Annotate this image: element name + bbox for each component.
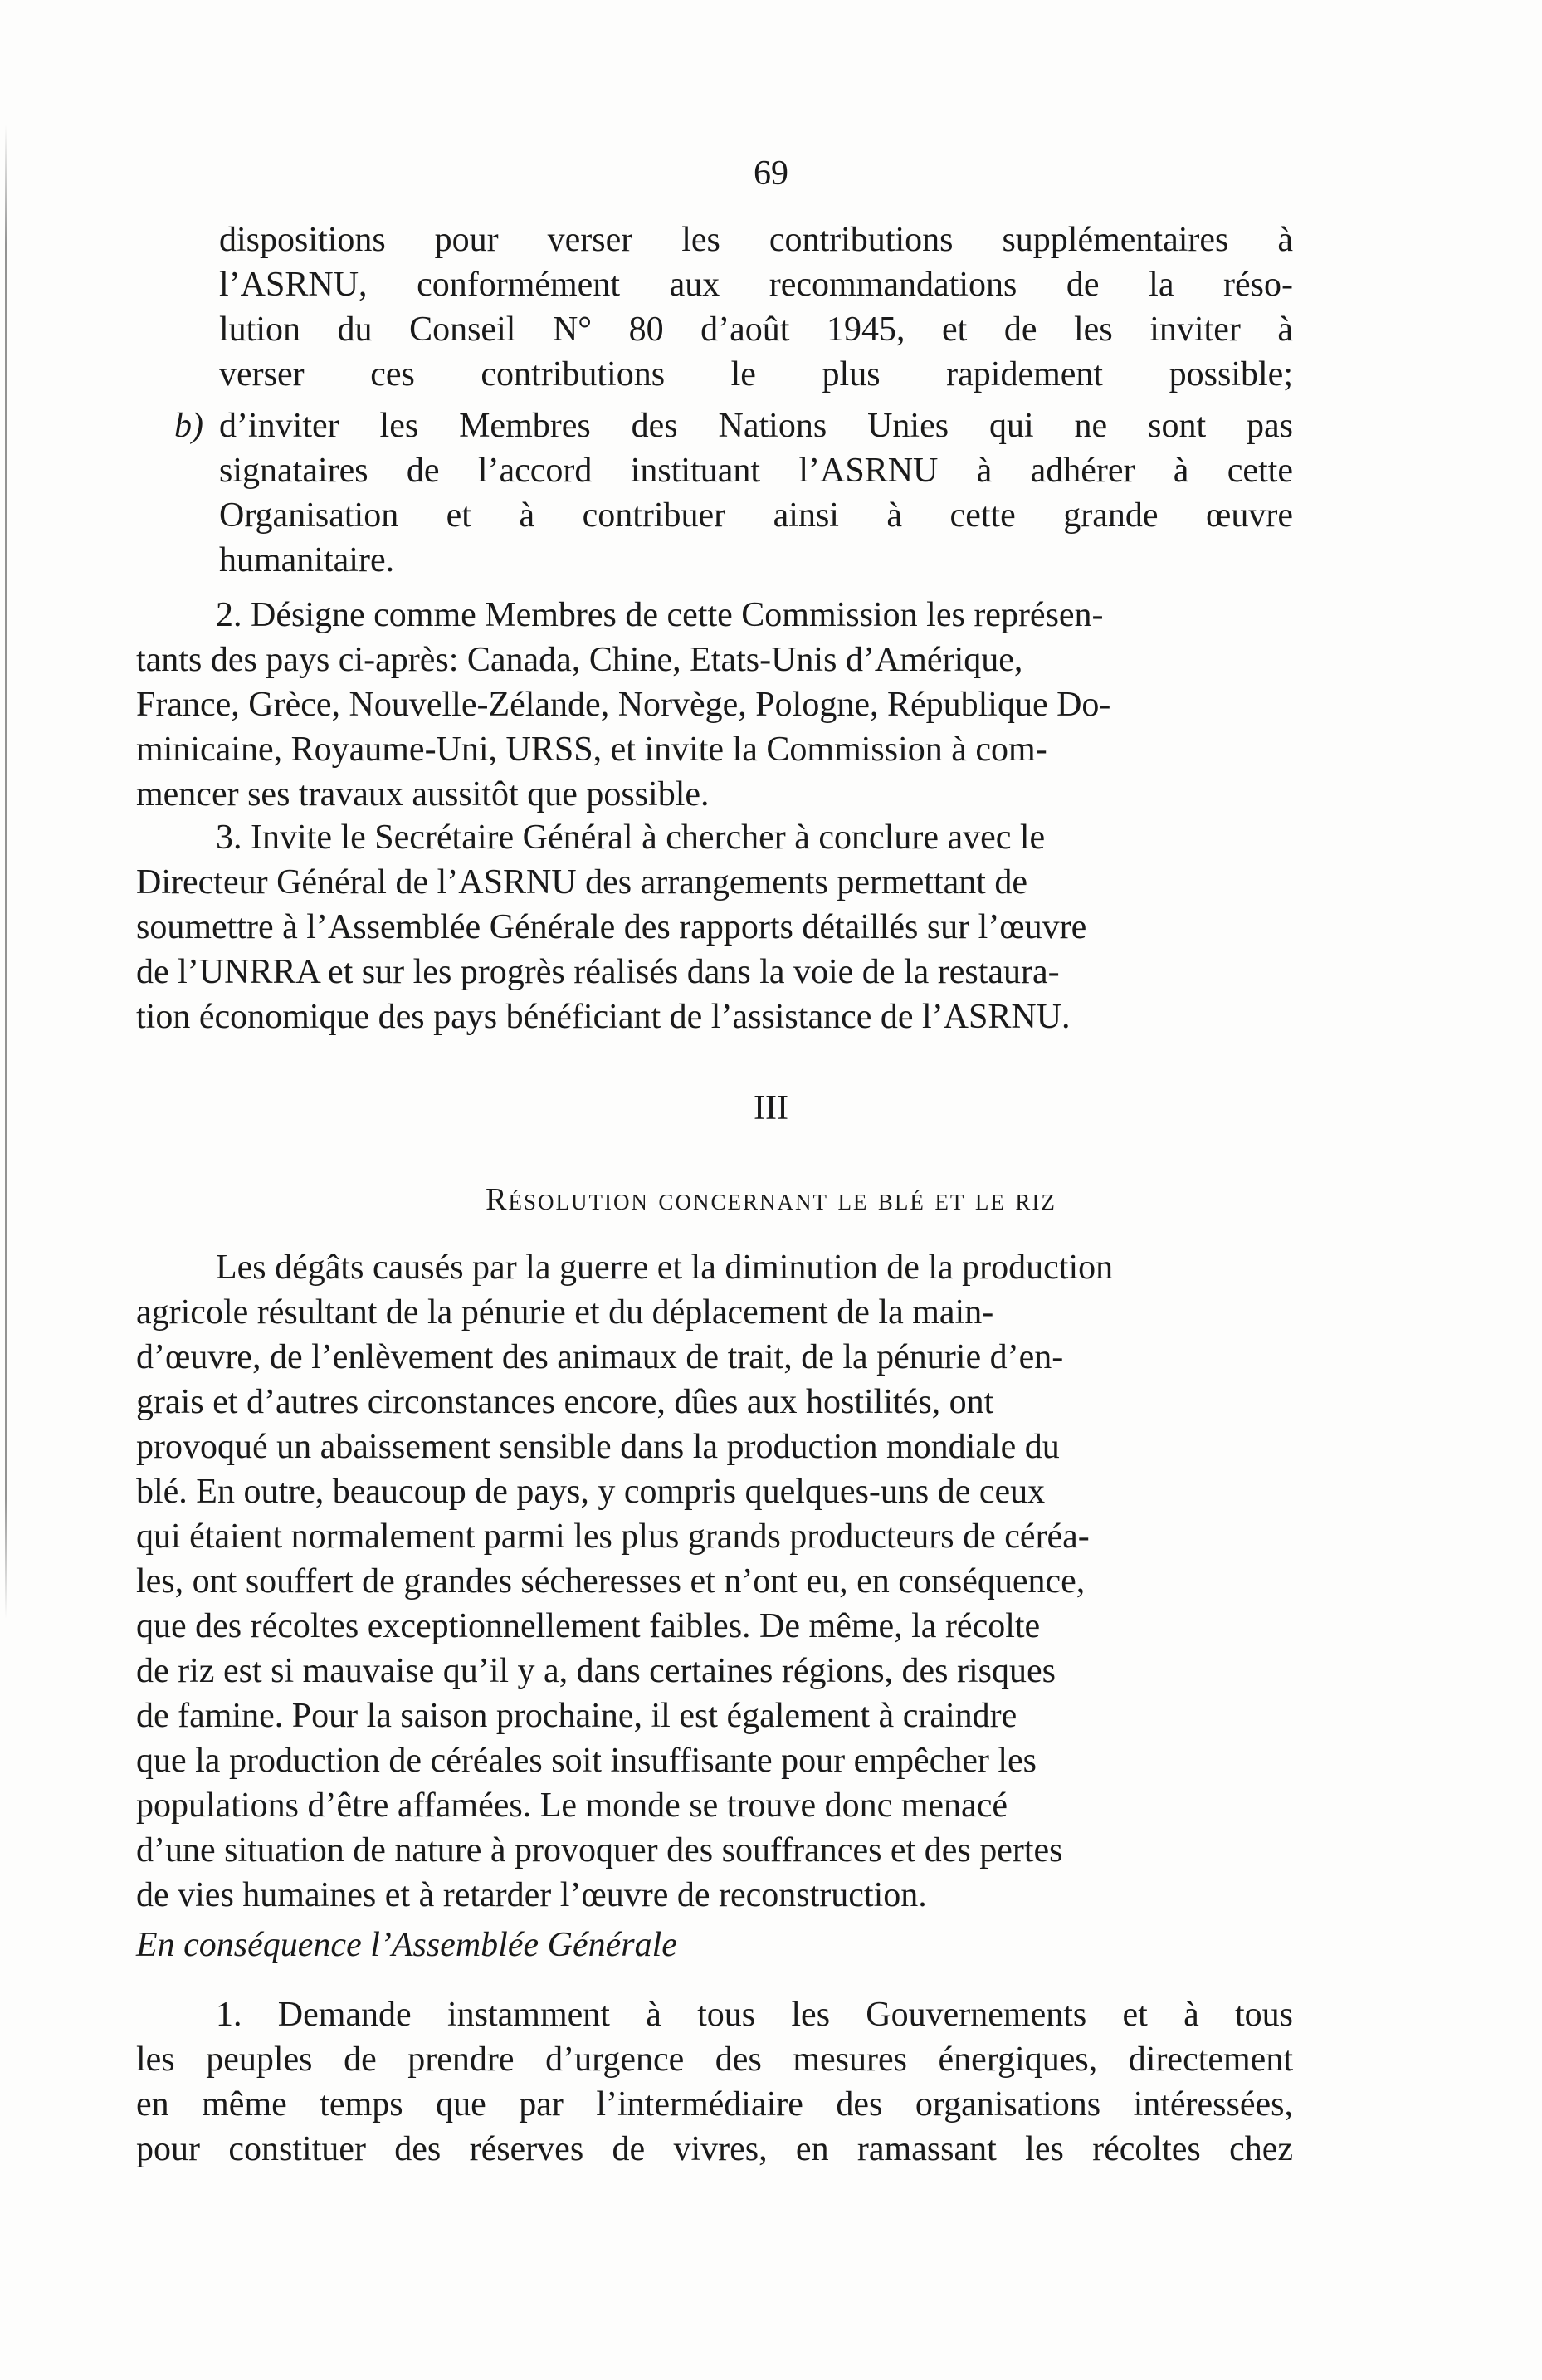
text-line: dispositions pour verser les contributions supplémentaires à	[219, 221, 1293, 259]
text-line: En conséquence l’Assemblée Générale	[136, 1926, 677, 1964]
text-line: que des récoltes exceptionnellement faibles. De même, la récolte	[136, 1607, 1041, 1645]
text-line: de riz est si mauvaise qu’il y a, dans certaines régions, des risques	[136, 1652, 1056, 1690]
text-line: provoqué un abaissement sensible dans la production mondiale du	[136, 1428, 1060, 1466]
item-b-text	[219, 403, 1293, 583]
text-line: agricole résultant de la pénurie et du déplacement de la main-	[136, 1293, 994, 1332]
section-numeral: III	[754, 1089, 788, 1127]
text-line: grais et d’autres circonstances encore, dûes aux hostilités, ont	[136, 1383, 994, 1421]
text-line: Directeur Général de l’ASRNU des arrangements permettant de	[136, 863, 1028, 902]
page-number: 69	[754, 154, 788, 193]
text-line: lution du Conseil N° 80 d’août 1945, et de les inviter à	[219, 310, 1293, 349]
text-line: 2. Désigne comme Membres de cette Commission les représen-	[216, 596, 1104, 634]
paragraph-3	[136, 815, 1293, 1039]
text-line: de vies humaines et à retarder l’œuvre de reconstruction.	[136, 1876, 927, 1914]
continued-paragraph	[219, 217, 1293, 397]
text-line: tants des pays ci-après: Canada, Chine, Etats-Unis d’Amérique,	[136, 641, 1023, 679]
text-line: de l’UNRRA et sur les progrès réalisés dans la voie de la restaura-	[136, 953, 1060, 991]
text-line: Organisation et à contribuer ainsi à cette grande œuvre	[219, 496, 1293, 535]
text-line: minicaine, Royaume-Uni, URSS, et invite la Commission à com-	[136, 731, 1047, 769]
text-line: signataires de l’accord instituant l’ASRNU à adhérer à cette	[219, 452, 1293, 490]
text-line: France, Grèce, Nouvelle-Zélande, Norvège, Pologne, République Do-	[136, 686, 1111, 724]
text-line: 1. Demande instamment à tous les Gouvernements et à tous	[216, 1996, 1293, 2034]
text-line: Les dégâts causés par la guerre et la diminution de la production	[216, 1249, 1114, 1287]
operative-paragraph-1	[136, 1992, 1293, 2172]
text-line: humanitaire.	[219, 541, 395, 579]
text-line: 3. Invite le Secrétaire Général à chercher à conclure avec le	[216, 819, 1046, 857]
text-line: d’une situation de nature à provoquer des souffrances et des pertes	[136, 1831, 1063, 1869]
text-line: d’inviter les Membres des Nations Unies qui ne sont pas	[219, 407, 1293, 445]
text-line: les, ont souffert de grandes sécheresses et n’ont eu, en conséquence,	[136, 1562, 1086, 1601]
text-line: verser ces contributions le plus rapidement possible;	[219, 355, 1293, 393]
text-line: que la production de céréales soit insuffisante pour empêcher les	[136, 1742, 1037, 1780]
text-line: blé. En outre, beaucoup de pays, y compris quelques-uns de ceux	[136, 1473, 1046, 1511]
text-line: qui étaient normalement parmi les plus grands producteurs de céréa-	[136, 1517, 1090, 1556]
text-line: en même temps que par l’intermédiaire des organisations intéressées,	[136, 2085, 1293, 2123]
text-line: l’ASRNU, conformément aux recommandations de la réso-	[219, 266, 1293, 304]
text-line: pour constituer des réserves de vivres, en ramassant les récoltes chez	[136, 2130, 1293, 2168]
text-line: soumettre à l’Assemblée Générale des rapports détaillés sur l’œuvre	[136, 908, 1087, 946]
text-line: populations d’être affamées. Le monde se trouve donc menacé	[136, 1786, 1008, 1825]
text-line: les peuples de prendre d’urgence des mesures énergiques, directement	[136, 2040, 1293, 2079]
consequence-heading	[136, 1923, 1293, 1967]
text-line: tion économique des pays bénéficiant de l’assistance de l’ASRNU.	[136, 998, 1071, 1036]
item-b-label: b)	[174, 407, 203, 445]
preamble-paragraph	[136, 1245, 1293, 1918]
text-line: d’œuvre, de l’enlèvement des animaux de trait, de la pénurie d’en-	[136, 1338, 1064, 1376]
text-line: de famine. Pour la saison prochaine, il est également à craindre	[136, 1697, 1017, 1735]
section-title: Résolution concernant le blé et le riz	[486, 1182, 1056, 1217]
paragraph-2	[136, 593, 1293, 817]
scan-margin-shadow	[5, 125, 7, 1619]
text-line: mencer ses travaux aussitôt que possible.	[136, 775, 710, 814]
